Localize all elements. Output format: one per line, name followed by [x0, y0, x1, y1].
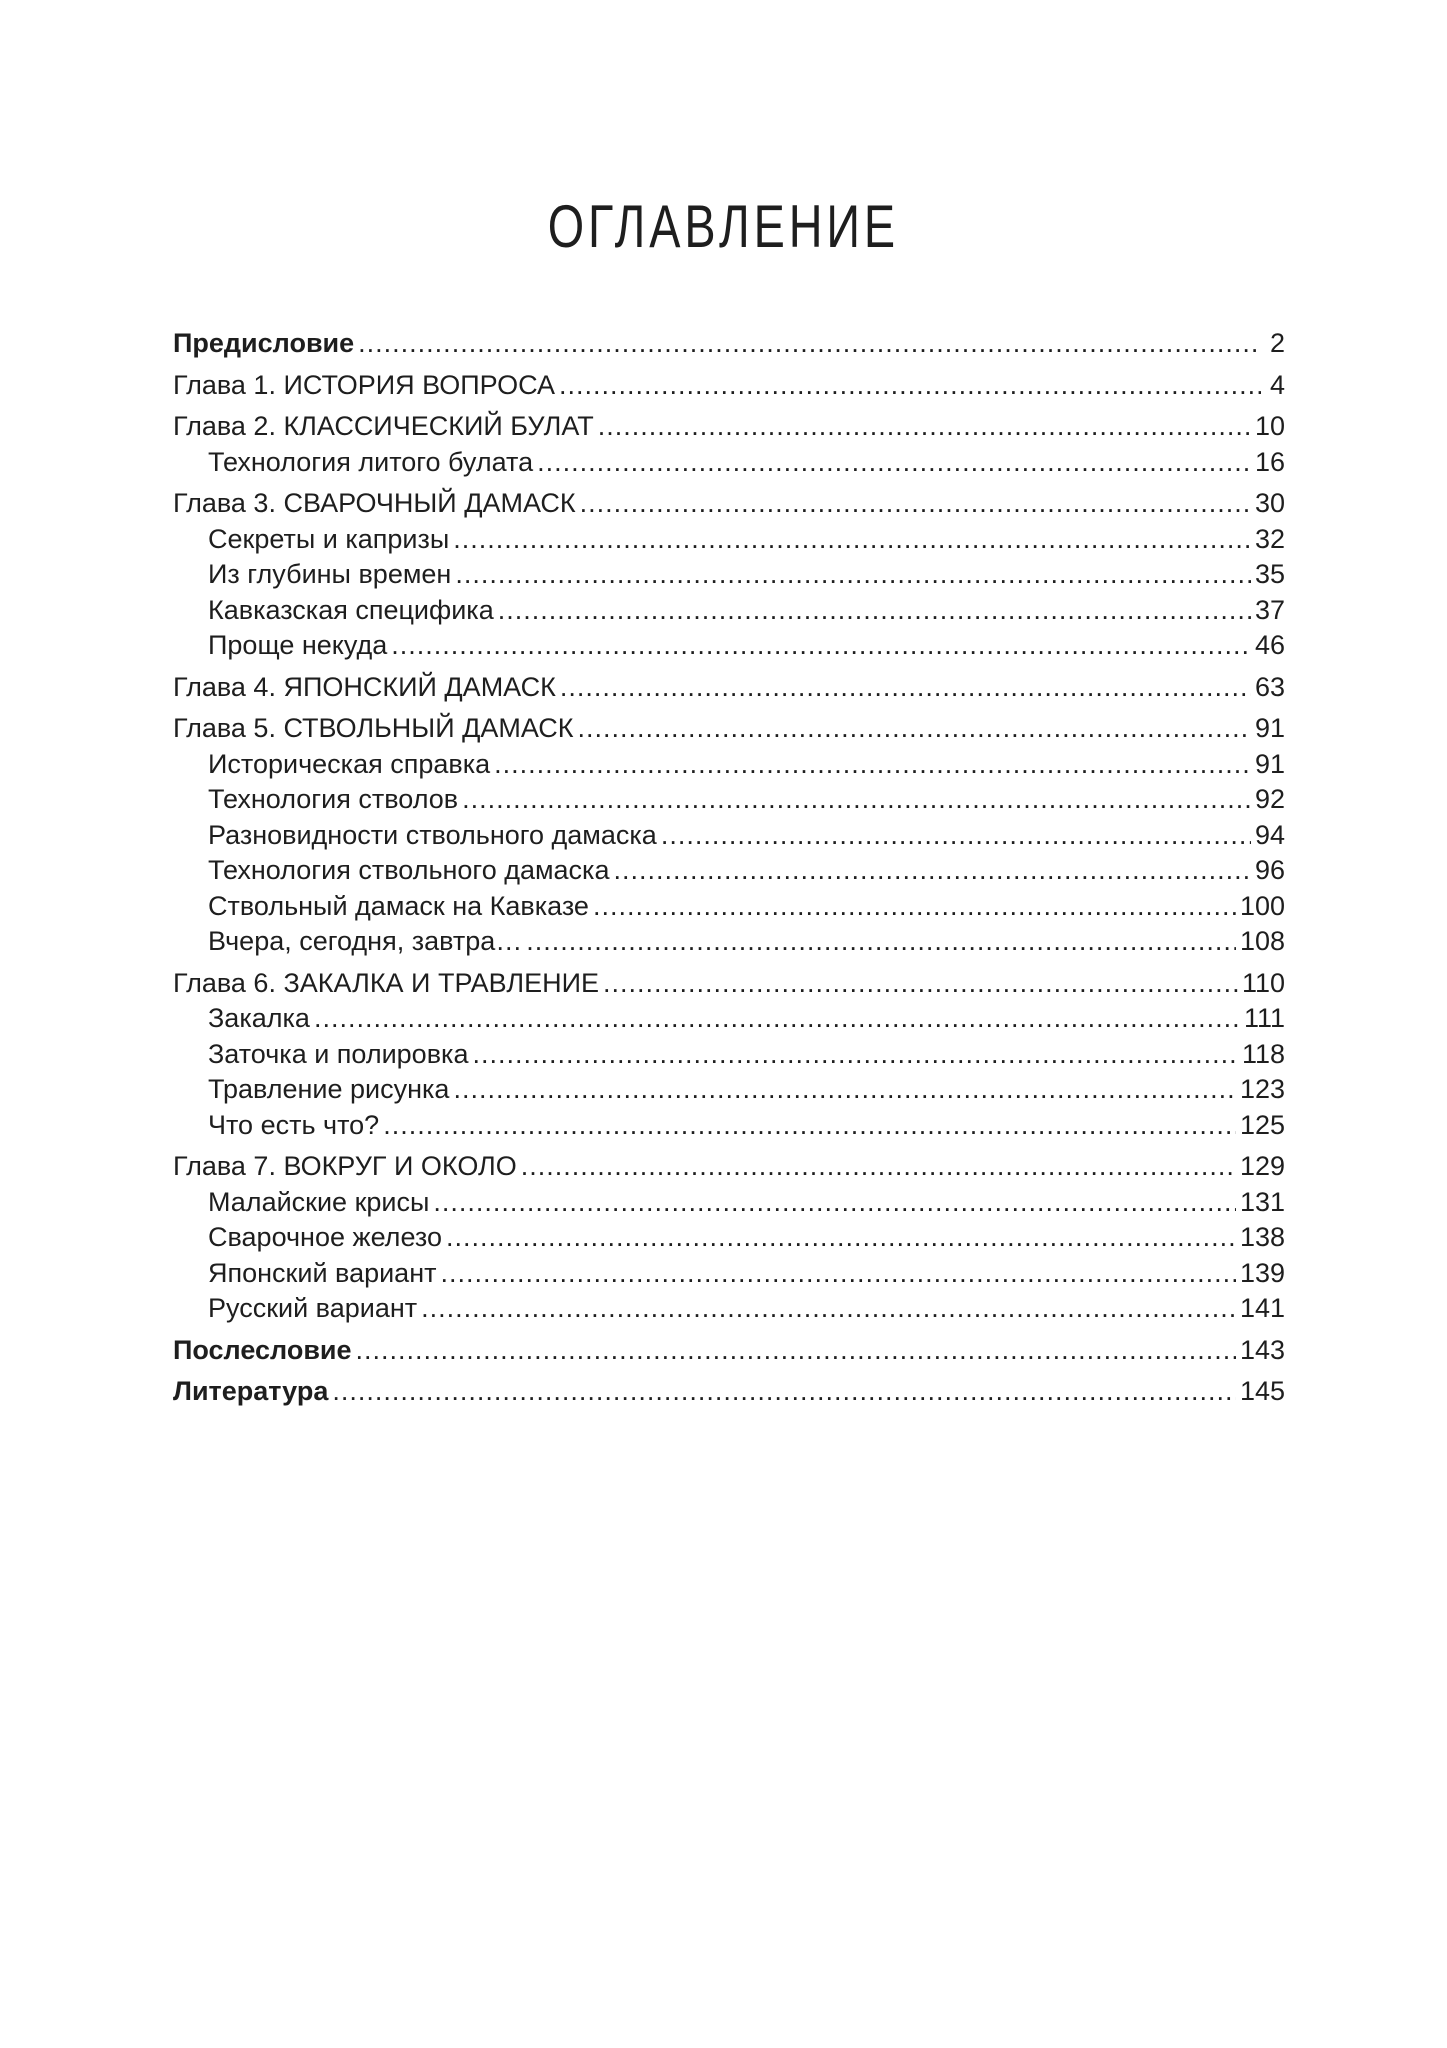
- toc-entry-label: Проще некуда: [208, 630, 388, 660]
- toc-page-number: 125: [1239, 1109, 1285, 1140]
- toc-page-number: 138: [1239, 1222, 1285, 1252]
- toc-entry-label: Глава 7. ВОКРУГ И ОКОЛО: [173, 1151, 517, 1181]
- toc-subentry: [173, 1037, 1285, 1073]
- dot-leader: [560, 670, 1251, 706]
- toc-subentry: [173, 628, 1285, 664]
- toc-entry-label: Из глубины времен: [208, 559, 452, 589]
- toc-page-number: 46: [1254, 630, 1285, 660]
- dot-leader: [613, 853, 1250, 889]
- toc-entry: [173, 409, 1285, 445]
- toc-entry: [173, 1149, 1285, 1185]
- toc-entry-label: Малайские крисы: [208, 1186, 430, 1217]
- dot-leader: [383, 1108, 1236, 1144]
- toc-subentry: [173, 924, 1285, 960]
- toc-subentry: [173, 593, 1285, 629]
- dot-leader: [494, 747, 1251, 783]
- dot-leader: [332, 1374, 1236, 1410]
- toc-entry-label: Русский вариант: [208, 1293, 418, 1323]
- toc-page-number: 92: [1254, 784, 1285, 814]
- dot-leader: [498, 593, 1251, 629]
- toc-entry-label: Технология литого булата: [208, 446, 534, 477]
- toc-page-number: 139: [1239, 1257, 1285, 1288]
- dot-leader: [440, 1256, 1235, 1292]
- toc-page-number: 123: [1239, 1074, 1285, 1104]
- toc-page-number: 145: [1239, 1376, 1285, 1406]
- toc-page-number: 129: [1239, 1151, 1285, 1181]
- toc-page-number: 2: [1269, 328, 1285, 358]
- dot-leader: [421, 1291, 1236, 1327]
- toc-entry-label: Что есть что?: [208, 1109, 380, 1140]
- toc-page-number: 131: [1239, 1186, 1285, 1217]
- toc-entry-label: Разновидности ствольного дамаска: [208, 819, 657, 850]
- toc-subentry: [173, 557, 1285, 593]
- dot-leader: [472, 1037, 1237, 1073]
- toc-entry-label: Секреты и капризы: [208, 523, 450, 554]
- toc-subentry: [173, 1072, 1285, 1108]
- dot-leader: [433, 1185, 1236, 1221]
- toc-subentry: [173, 889, 1285, 925]
- toc-subentry: [173, 1108, 1285, 1144]
- toc-entry: [173, 326, 1285, 362]
- toc-page-number: 4: [1269, 369, 1285, 400]
- toc-subentry: [173, 522, 1285, 558]
- toc-page-number: 108: [1239, 926, 1285, 956]
- toc-subentry: [173, 853, 1285, 889]
- dot-leader: [580, 486, 1251, 522]
- toc-entry-label: Глава 1. ИСТОРИЯ ВОПРОСА: [173, 369, 556, 400]
- toc-subentry: [173, 1256, 1285, 1292]
- toc-page-number: 94: [1254, 819, 1285, 850]
- toc-subentry: [173, 782, 1285, 818]
- dot-leader: [578, 711, 1251, 747]
- toc-subentry: [173, 818, 1285, 854]
- toc-entry-label: Вчера, сегодня, завтра…: [208, 926, 523, 956]
- toc-page-number: 37: [1254, 594, 1285, 625]
- dot-leader: [455, 557, 1251, 593]
- toc-entry: [173, 711, 1285, 747]
- toc-page-number: 96: [1254, 855, 1285, 885]
- toc-entry-label: Предисловие: [173, 328, 355, 358]
- toc-entry-label: Глава 4. ЯПОНСКИЙ ДАМАСК: [173, 671, 556, 702]
- table-of-contents: [173, 326, 1285, 1410]
- toc-entry: [173, 670, 1285, 706]
- dot-leader: [593, 889, 1236, 925]
- dot-leader: [598, 409, 1251, 445]
- toc-entry: [173, 1333, 1285, 1369]
- toc-entry-label: Японский вариант: [208, 1257, 437, 1288]
- toc-entry-label: Ствольный дамаск на Кавказе: [208, 890, 589, 921]
- toc-entry: [173, 368, 1285, 404]
- toc-entry-label: Заточка и полировка: [208, 1038, 469, 1069]
- toc-page-number: 91: [1254, 748, 1285, 779]
- page-title: ОГЛАВЛЕНИЕ: [547, 193, 900, 260]
- toc-entry: [173, 966, 1285, 1002]
- dot-leader: [358, 326, 1261, 362]
- dot-leader: [526, 924, 1236, 960]
- toc-page-number: 111: [1243, 1003, 1285, 1033]
- toc-page-number: 35: [1254, 559, 1285, 589]
- toc-entry: [173, 486, 1285, 522]
- dot-leader: [453, 1072, 1235, 1108]
- dot-leader: [521, 1149, 1236, 1185]
- toc-subentry: [173, 1291, 1285, 1327]
- toc-page-number: 10: [1254, 411, 1285, 441]
- toc-subentry: [173, 747, 1285, 783]
- toc-page-number: 16: [1254, 446, 1285, 477]
- toc-entry-label: Технология стволов: [208, 784, 459, 814]
- dot-leader: [446, 1220, 1236, 1256]
- toc-page-number: 100: [1239, 890, 1285, 921]
- toc-entry-label: Кавказская специфика: [208, 594, 494, 625]
- toc-page-number: 141: [1239, 1293, 1285, 1323]
- dot-leader: [314, 1001, 1240, 1037]
- toc-subentry: [173, 1185, 1285, 1221]
- toc-page-number: 143: [1239, 1334, 1285, 1365]
- toc-entry-label: Сварочное железо: [208, 1222, 442, 1252]
- toc-page-number: 63: [1254, 671, 1285, 702]
- toc-entry-label: Закалка: [208, 1003, 310, 1033]
- toc-subentry: [173, 1220, 1285, 1256]
- toc-entry-label: Историческая справка: [208, 748, 491, 779]
- dot-leader: [603, 966, 1238, 1002]
- dot-leader: [391, 628, 1251, 664]
- toc-entry-label: Травление рисунка: [208, 1074, 450, 1104]
- dot-leader: [559, 368, 1261, 404]
- dot-leader: [453, 522, 1251, 558]
- toc-entry-label: Послесловие: [173, 1334, 352, 1365]
- dot-leader: [661, 818, 1251, 854]
- toc-page-number: 32: [1254, 523, 1285, 554]
- toc-entry-label: Глава 5. СТВОЛЬНЫЙ ДАМАСК: [173, 713, 574, 743]
- toc-page-number: 91: [1254, 713, 1285, 743]
- toc-entry: [173, 1374, 1285, 1410]
- toc-entry-label: Глава 2. КЛАССИЧЕСКИЙ БУЛАТ: [173, 411, 594, 441]
- toc-page-number: 30: [1254, 488, 1285, 518]
- toc-subentry: [173, 445, 1285, 481]
- dot-leader: [356, 1333, 1236, 1369]
- dot-leader: [462, 782, 1251, 818]
- toc-page-number: 118: [1241, 1038, 1285, 1069]
- toc-entry-label: Технология ствольного дамаска: [208, 855, 610, 885]
- toc-subentry: [173, 1001, 1285, 1037]
- toc-page-number: 110: [1241, 967, 1285, 998]
- dot-leader: [537, 445, 1251, 481]
- toc-entry-label: Глава 3. СВАРОЧНЫЙ ДАМАСК: [173, 488, 576, 518]
- toc-entry-label: Литература: [173, 1376, 329, 1406]
- toc-entry-label: Глава 6. ЗАКАЛКА И ТРАВЛЕНИЕ: [173, 967, 600, 998]
